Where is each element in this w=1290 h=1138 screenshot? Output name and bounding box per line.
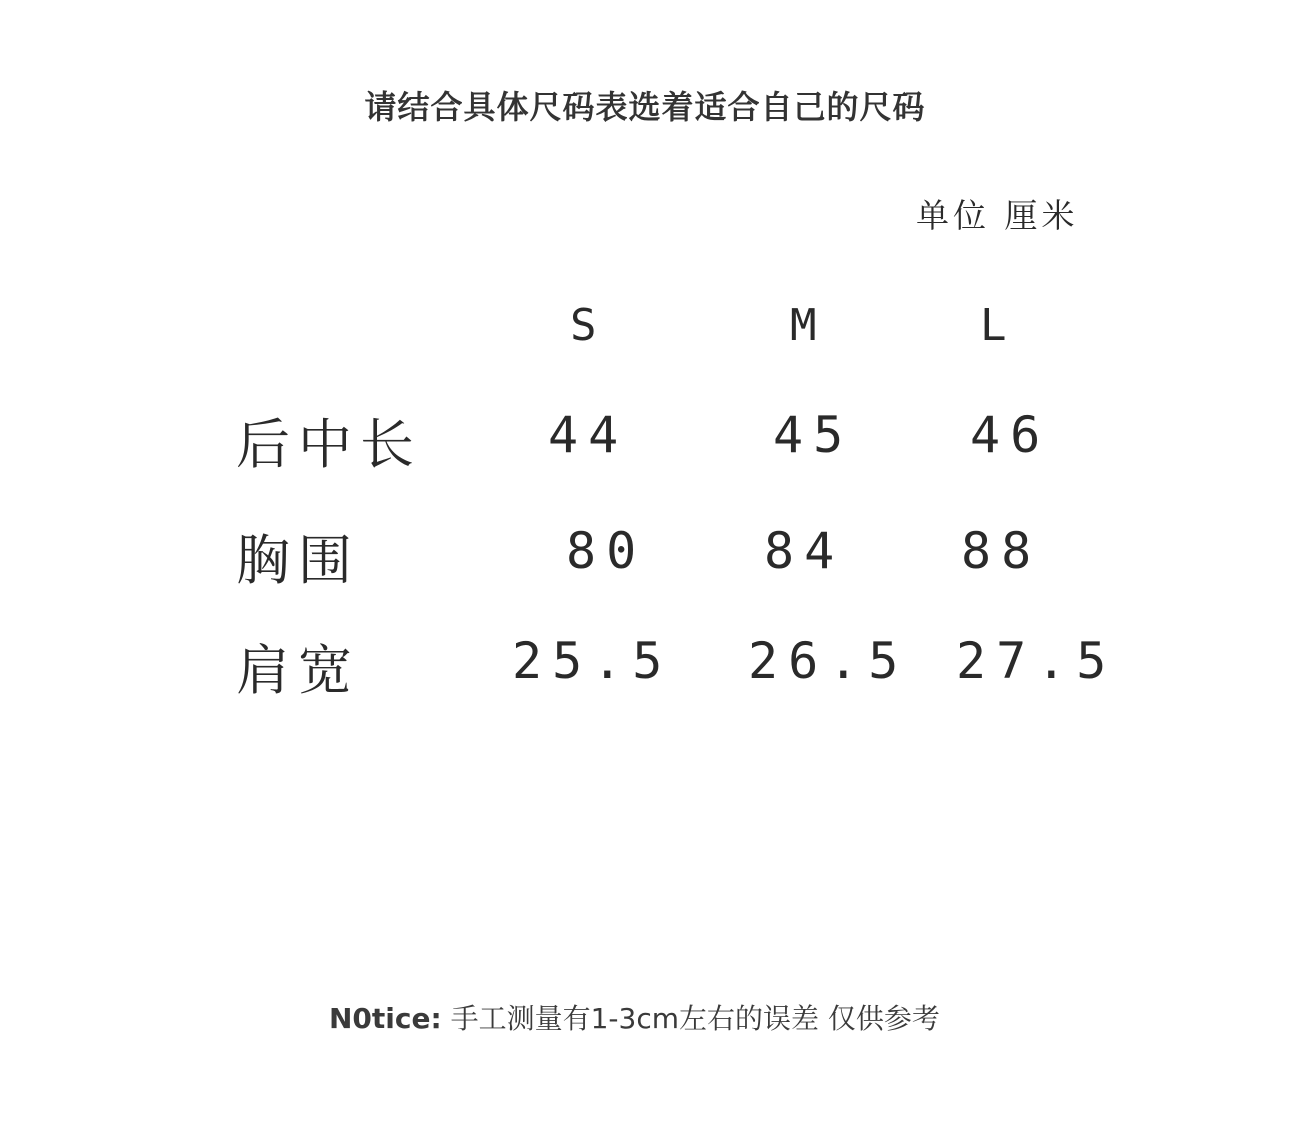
cell-chest-s: 80 [566, 522, 647, 580]
unit-label: 单位 厘米 [916, 196, 1079, 235]
row-label-back-length: 后中长 [236, 413, 422, 476]
notice-text: 手工测量有1-3cm左右的误差 仅供参考 [450, 1002, 940, 1035]
cell-back-length-m: 45 [773, 406, 854, 464]
cell-shoulder-l: 27.5 [956, 632, 1117, 690]
row-label-chest: 胸围 [236, 529, 360, 592]
measurement-notice [329, 997, 940, 1037]
size-header-l: L [980, 300, 1007, 351]
cell-back-length-l: 46 [970, 406, 1051, 464]
notice-label: N0tice: [329, 1002, 442, 1035]
size-header-s: S [570, 300, 597, 351]
cell-chest-m: 84 [764, 522, 845, 580]
size-header-m: M [790, 300, 817, 351]
cell-shoulder-s: 25.5 [512, 632, 673, 690]
cell-chest-l: 88 [961, 522, 1042, 580]
row-label-shoulder: 肩宽 [236, 639, 360, 702]
cell-back-length-s: 44 [548, 406, 629, 464]
cell-shoulder-m: 26.5 [748, 632, 909, 690]
page-title: 请结合具体尺码表选着适合自己的尺码 [364, 88, 926, 126]
